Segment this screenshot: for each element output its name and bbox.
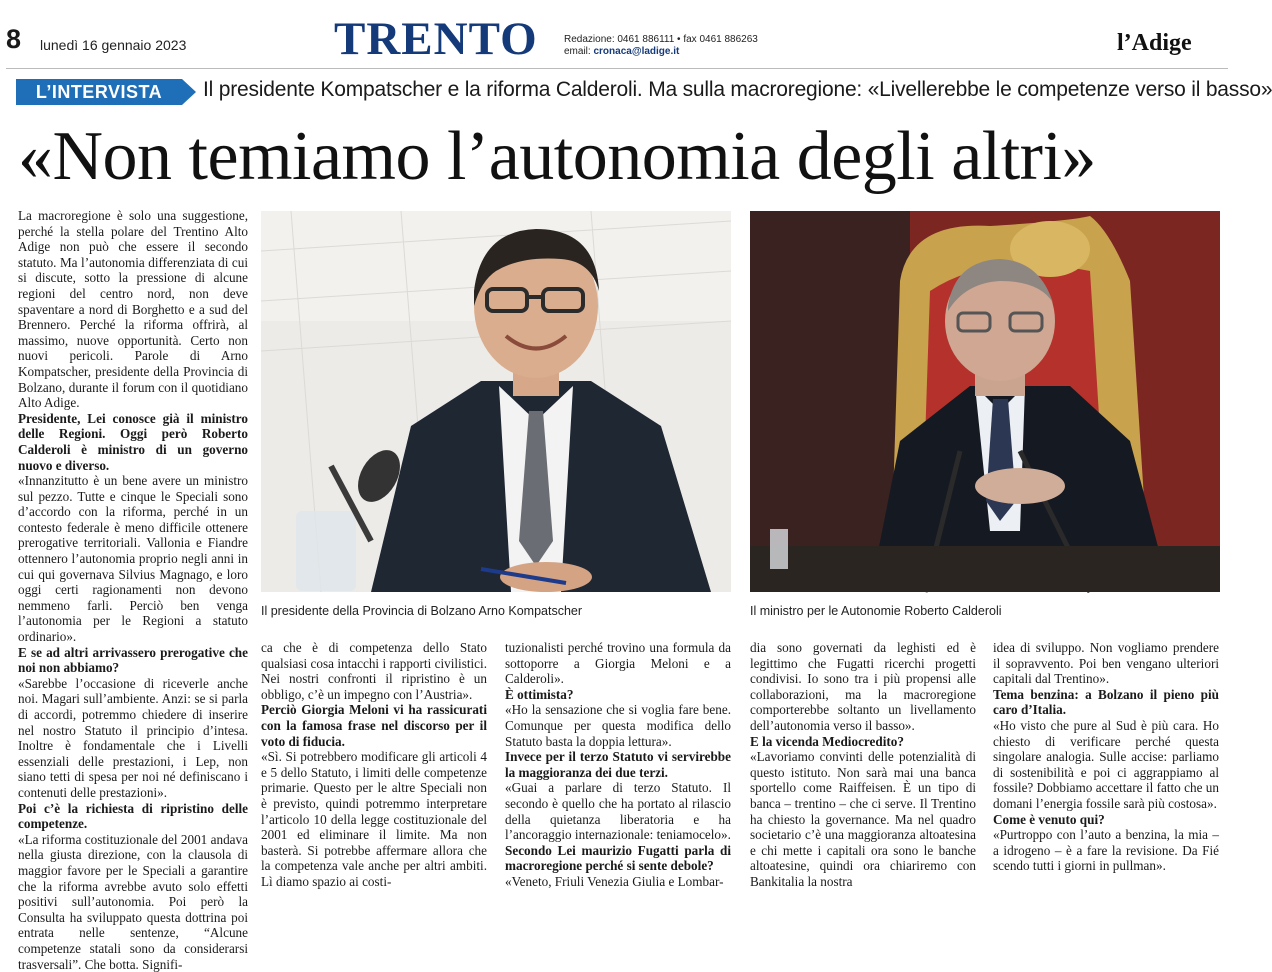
headline: «Non temiamo l’autonomia degli altri» <box>18 118 1096 195</box>
photo-calderoli <box>750 211 1220 592</box>
article-paragraph: «Ho la sensazione che si voglia fare bene. Comunque per questa modifica dello Statuto basta la doppia lettura». <box>505 702 731 749</box>
portrait-illustration-calderoli <box>750 211 1220 592</box>
article-paragraph: «Guai a parlare di terzo Statuto. Il secondo è quello che ha portato al rilascio della quietanza liberatoria e ha l’ancoraggio internazionale: teniamocelo». <box>505 780 731 843</box>
article-paragraph: idea di sviluppo. Non vogliamo prendere il sopravvento. Poi ben vengano ulteriori capitali dal Trentino». <box>993 640 1219 687</box>
portrait-illustration-kompatscher <box>261 211 731 592</box>
masthead-divider <box>6 68 1228 69</box>
email-line <box>564 46 758 58</box>
interview-question: E la vicenda Mediocredito? <box>750 733 904 749</box>
kicker-tag <box>16 79 196 105</box>
page-number: 8 <box>6 24 22 54</box>
kicker-arrow-icon <box>182 79 196 105</box>
subheadline: Il presidente Kompatscher e la riforma Calderoli. Ma sulla macroregione: «Livellerebbe le competenze verso il basso» <box>203 78 1272 101</box>
phone-fax-line: Redazione: 0461 886111 • fax 0461 886263 <box>564 34 758 45</box>
interview-question: È ottimista? <box>505 686 574 702</box>
article-paragraph: «Innanzitutto è un bene avere un ministro sul pezzo. Tutte e cinque le Speciali sono d’accordo con la riforma, perché in un contesto federale è meno difficile ottenere prerogative territoriali. Vallonia e Fiandre ottennero l’autonomia proprio negli anni in cui qui governava Silvius Magnago, e loro oggi certi ragionamenti non devono nemmeno farli. Perciò ben venga l’autonomia per le Regioni a statuto ordinario». <box>18 473 248 645</box>
article-column-3 <box>505 640 731 890</box>
article-paragraph: «La riforma costituzionale del 2001 andava nella giusta direzione, con la clausola di maggior favore per le Speciali a garantire che la riforma avrebbe avuto solo effetti positivi sull’autonomia. Poi però la Consulta ha sviluppato questa dottrina poi entrata nelle sentenze, “Alcune competenze statali sono da considerarsi trasversali”. Che botta. Signifi- <box>18 831 248 972</box>
article-paragraph: tuzionalisti perché trovino una formula da sottoporre a Giorgia Meloni e a Calderoli». <box>505 640 731 687</box>
article-column-4 <box>750 640 976 890</box>
interview-question: Poi c’è la richiesta di ripristino delle competenze. <box>18 800 248 832</box>
article-column-5 <box>993 640 1219 874</box>
section-title: TRENTO <box>334 13 538 65</box>
article-paragraph: «Veneto, Friuli Venezia Giulia e Lombar- <box>505 873 724 889</box>
article-paragraph: dia sono governati da leghisti ed è legittimo che Fugatti ricerchi progetti condivisi. Io sono tra i più propensi alle collaborazioni, ma la macroregione comporterebbe soltanto un livellamento dell’autonomia verso il basso». <box>750 640 976 733</box>
interview-question: Invece per il terzo Statuto vi servirebbe la maggioranza dei due terzi. <box>505 749 731 780</box>
article-paragraph: «Lavoriamo convinti delle potenzialità di questo istituto. Non sarà mai una banca sportello come Raiffeisen. È un tipo di banca – trentino – che ci serve. Il Trentino ha chiesto la governance. Ma nel quadro societario c’è una maggioranza altoatesina e chi mette i capitali ora sono le banche altoatesine, quindi ora chiariremo con Bankitalia la nostra <box>750 749 976 889</box>
newspaper-logo: l’Adige <box>1117 30 1192 56</box>
interview-question: Come è venuto qui? <box>993 811 1105 827</box>
article-paragraph: «Ho visto che pure al Sud è più cara. Ho chiesto di verificare perché questa singolare analogia. Sulle accise: parliamo di sostenibilità e poi ci aggrappiamo al fossile? Dobbiamo accettare il fatto che un domani l’energia fossile sarà più costosa». <box>993 717 1219 811</box>
photo-caption-right: Il ministro per le Autonomie Roberto Calderoli <box>750 604 1002 618</box>
interview-question: Secondo Lei maurizio Fugatti parla di macroregione perché si sente debole? <box>505 842 731 874</box>
article-paragraph: «Purtroppo con l’auto a benzina, la mia – a idrogeno – è a fare la revisione. Da Fié scendo tutti i giorni in pullman». <box>993 827 1219 874</box>
issue-date: lunedì 16 gennaio 2023 <box>40 37 187 53</box>
article-paragraph: ca che è di competenza dello Stato qualsiasi cosa intacchi i rapporti civilistici. Nei nostri confronti il ripristino è un obbligo, c’è un impegno con l’Austria». <box>261 640 487 702</box>
interview-question: Presidente, Lei conosce già il ministro delle Regioni. Oggi però Roberto Calderoli è ministro di un governo nuovo e diverso. <box>18 410 248 473</box>
kicker-label: L’INTERVISTA <box>35 82 163 102</box>
photo-caption-left: Il presidente della Provincia di Bolzano Arno Kompatscher <box>261 604 583 618</box>
email-label: email: <box>564 46 591 57</box>
article-paragraph: «Sì. Si potrebbero modificare gli articoli 4 e 5 dello Statuto, i limiti delle competenze primarie. Questo per le altre Speciali non è previsto, quindi potremmo interpretare l’articolo 10 della legge costituzionale del 2001 ed eliminare il limite. Ma non basterà. Si potrebbe affermare allora che la competenza vale anche per altri ambiti. Lì diamo spazio ai costi- <box>261 749 487 889</box>
article-column-1 <box>18 208 248 972</box>
interview-question: Perciò Giorgia Meloni vi ha rassicurati con la famosa frase nel discorso per il voto di fiducia. <box>261 702 487 749</box>
article-paragraph: «Sarebbe l’occasione di riceverle anche noi. Magari sull’ambiente. Anzi: se si parla di accordi, potremmo chiedere di inserire nel nostro Statuto il principio d’intesa. Inoltre è fondamentale che i Livelli essenziali delle prestazioni, i Lep, non siano tetti di spesa per noi né definiscano i contenuti delle prestazioni». <box>18 675 248 800</box>
interview-question: Tema benzina: a Bolzano il pieno più caro d’Italia. <box>993 686 1219 718</box>
interview-question: E se ad altri arrivassero prerogative che noi non abbiamo? <box>18 644 248 676</box>
photo-kompatscher <box>261 211 731 592</box>
article-paragraph: La macroregione è solo una suggestione, perché la stella polare del Trentino Alto Adige non può che essere il secondo statuto. Ma l’autonomia differenziata di cui si discute, sotto la pressione di alcune regioni del centro nord, non deve spaventare a nord di Borghetto e a sud del Brennero. Perché la riforma offrirà, al massimo, nuove opportunità. Certo non nuovi pericoli. Parole di Arno Kompatscher, presidente della Provincia di Bolzano, durante il forum con il quotidiano Alto Adige. <box>18 208 248 411</box>
newsroom-contacts <box>564 34 758 58</box>
email-address: cronaca@ladige.it <box>593 46 680 57</box>
article-column-2 <box>261 640 487 890</box>
